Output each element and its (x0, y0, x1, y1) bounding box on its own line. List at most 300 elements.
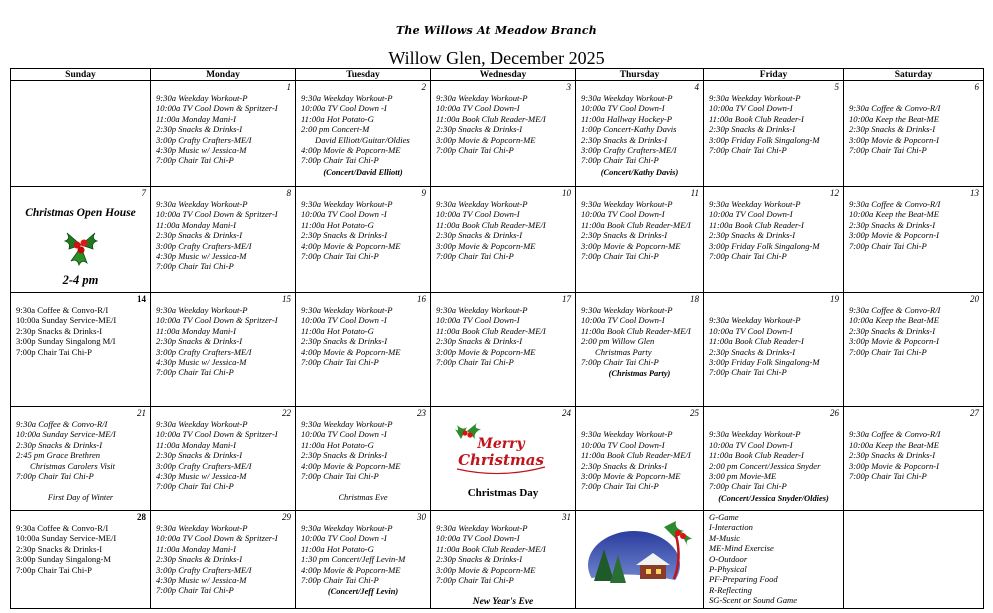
event-item: 3:00p Movie & Popcorn-ME (581, 471, 681, 482)
event-item: 2:30p Snacks & Drinks-I (849, 325, 936, 336)
week-row (11, 81, 984, 187)
event-item: 10:00a TV Cool Down-I (581, 209, 665, 220)
day-cell (431, 293, 576, 407)
event-item: 10:00a Keep the Beat-ME (849, 113, 939, 124)
weekday-sunday: Sunday (11, 69, 151, 81)
event-list (11, 407, 150, 481)
event-item: 11:00a Hot Potato-G (301, 439, 374, 450)
event-item: 7:00p Chair Tai Chi-P (849, 145, 927, 156)
day-cell (11, 81, 151, 187)
legend-item: P-Physical (709, 564, 747, 575)
event-list (431, 187, 575, 261)
day-cell (11, 187, 151, 293)
day-number: 12 (830, 188, 839, 198)
event-list (576, 407, 703, 492)
event-item: 10:00a Keep the Beat-ME (849, 439, 939, 450)
event-item: David Elliott/Guitar/Oldies (315, 134, 410, 145)
event-item: 10:00a TV Cool Down & Spritzer-I (156, 533, 278, 544)
event-list (431, 293, 575, 367)
event-item: 10:00a Sunday Service-ME/I (16, 429, 116, 440)
day-cell (11, 407, 151, 511)
event-note: (Christmas Party) (608, 369, 671, 379)
event-item: 2:30p Snacks & Drinks-I (436, 336, 523, 347)
legend-item: G-Game (709, 512, 739, 522)
event-item: 11:00a Book Club Reader-ME/I (581, 450, 691, 461)
svg-text:Merry: Merry (477, 436, 525, 452)
event-item: 9:30a Weekday Workout-P (436, 93, 528, 103)
merry-christmas-art (451, 421, 551, 477)
event-item: 9:30a Weekday Workout-P (709, 199, 801, 209)
page-title: Willow Glen, December 2025 (388, 48, 605, 68)
event-list (844, 81, 983, 155)
event-item: 2:30p Snacks & Drinks-I (581, 230, 668, 241)
weekday-header-row (11, 69, 984, 81)
event-item: 10:00a Sunday Service-ME/I (16, 315, 117, 326)
event-item: 7:00p Chair Tai Chi-P (16, 471, 94, 482)
event-item: 2:30p Snacks & Drinks-I (709, 346, 796, 357)
event-item: 7:00p Chair Tai Chi-P (581, 251, 659, 262)
open-house-title: Christmas Open House (25, 207, 136, 219)
day-cell (576, 293, 704, 407)
day-number: 8 (286, 188, 291, 198)
event-item: 7:00p Chair Tai Chi-P (436, 575, 514, 586)
holiday-label: Christmas Eve (338, 493, 388, 502)
day-cell (576, 187, 704, 293)
event-item: 10:00a TV Cool Down & Spritzer-I (156, 315, 278, 326)
event-list (844, 407, 983, 481)
event-list (296, 81, 430, 166)
event-item: 10:00a TV Cool Down-I (709, 439, 793, 450)
event-item: 2:30p Snacks & Drinks-I (156, 336, 243, 347)
day-number: 9 (421, 188, 426, 198)
event-item: 10:00a TV Cool Down-I (581, 315, 665, 326)
day-cell (296, 81, 431, 187)
event-item: 7:00p Chair Tai Chi-P (849, 240, 927, 251)
event-item: 9:30a Weekday Workout-P (156, 523, 248, 533)
event-item: 11:00a Book Club Reader-ME/I (436, 325, 546, 336)
event-item: 11:00a Book Club Reader-I (709, 450, 804, 461)
day-cell (844, 81, 984, 187)
day-number: 11 (690, 188, 699, 198)
event-item: 11:00a Hot Potato-G (301, 543, 374, 554)
day-cell (11, 293, 151, 407)
day-number: 2 (421, 82, 426, 92)
event-item: 9:30a Weekday Workout-P (156, 419, 248, 429)
event-item: 7:00p Chair Tai Chi-P (709, 251, 787, 262)
event-item: 7:00p Chair Tai Chi-P (16, 346, 92, 357)
activity-legend (704, 511, 843, 606)
event-list (704, 187, 843, 261)
event-item: 2:30p Snacks & Drinks-I (156, 230, 243, 241)
event-list (151, 407, 295, 492)
day-number: 20 (970, 294, 979, 304)
day-number: 24 (562, 408, 571, 418)
event-item: 11:00a Book Club Reader-I (709, 219, 804, 230)
day-cell (431, 81, 576, 187)
event-item: 3:00p Movie & Popcorn-I (849, 230, 939, 241)
event-item: 9:30a Coffee & Convo-R/I (849, 305, 941, 315)
event-list (11, 511, 150, 575)
event-item: 7:00p Chair Tai Chi-P (709, 481, 787, 492)
event-item: 11:00a Book Club Reader-ME/I (581, 219, 691, 230)
event-item: 7:00p Chair Tai Chi-P (156, 481, 234, 492)
event-item: 7:00p Chair Tai Chi-P (16, 564, 92, 575)
event-list (151, 187, 295, 272)
event-item: 7:00p Chair Tai Chi-P (436, 357, 514, 368)
event-item: 10:00a TV Cool Down-I (436, 533, 520, 544)
event-item: 11:00a Hallway Hockey-P (581, 113, 672, 124)
event-note: (Concert/Jeff Levin) (327, 587, 399, 597)
day-number: 13 (970, 188, 979, 198)
event-item: 3:00p Crafty Crafters-ME/I (581, 145, 677, 156)
event-item: 11:00a Book Club Reader-I (709, 113, 804, 124)
event-item: 7:00p Chair Tai Chi-P (581, 357, 659, 368)
event-item: 10:00a Keep the Beat-ME (849, 209, 939, 220)
event-item: 9:30a Weekday Workout-P (436, 305, 528, 315)
event-item: 11:00a Hot Potato-G (301, 219, 374, 230)
event-item: 3:00p Crafty Crafters-ME/I (156, 134, 252, 145)
day-cell (576, 407, 704, 511)
day-cell (704, 81, 844, 187)
event-item: 4:30p Music w/ Jessica-M (156, 357, 247, 368)
event-item: 7:00p Chair Tai Chi-P (849, 346, 927, 357)
event-item: 10:00a TV Cool Down-I (581, 103, 665, 114)
brand-title: The Willows At Meadow Branch (396, 24, 597, 37)
event-item: 9:30a Weekday Workout-P (709, 93, 801, 103)
event-item: 7:00p Chair Tai Chi-P (849, 471, 927, 482)
event-item: 11:00a Monday Mani-I (156, 219, 237, 230)
weekday-wednesday: Wednesday (431, 69, 576, 81)
event-item: 2:30p Snacks & Drinks-I (436, 554, 523, 565)
day-cell (704, 511, 844, 609)
event-item: 9:30a Weekday Workout-P (301, 419, 393, 429)
legend-item: O-Outdoor (709, 553, 748, 564)
event-item: 1:00p Concert-Kathy Davis (581, 124, 677, 135)
event-item: 9:30a Weekday Workout-P (709, 315, 801, 326)
event-item: 9:30a Coffee & Convo-R/I (849, 199, 941, 209)
event-item: 7:00p Chair Tai Chi-P (301, 251, 379, 262)
legend-item: R-Reflecting (709, 584, 752, 595)
weekday-friday: Friday (704, 69, 844, 81)
event-item (709, 305, 841, 315)
event-item: Christmas Party (595, 346, 652, 357)
event-list (431, 81, 575, 155)
event-item: 2:30p Snacks & Drinks-I (301, 230, 388, 241)
event-item: 2:30p Snacks & Drinks-I (709, 124, 796, 135)
event-item: 3:00p Movie & Popcorn-I (849, 336, 939, 347)
event-item: 10:00a TV Cool Down-I (709, 209, 793, 220)
event-item: 11:00a Book Club Reader-ME/I (581, 325, 691, 336)
christmas-day-label: Christmas Day (467, 487, 539, 499)
svg-text:Christmas: Christmas (458, 451, 544, 469)
holiday-label: New Year's Eve (472, 597, 534, 607)
day-number: 4 (694, 82, 699, 92)
day-cell (296, 511, 431, 609)
event-item: 9:30a Coffee & Convo-R/I (849, 429, 941, 440)
legend-item: ME-Mind Exercise (709, 543, 774, 554)
event-item (849, 419, 981, 429)
day-number: 10 (562, 188, 571, 198)
event-item: 10:00a TV Cool Down -I (301, 429, 387, 440)
event-item: 3:00p Movie & Popcorn-I (849, 134, 939, 145)
event-item: 2:30p Snacks & Drinks-I (156, 554, 243, 565)
event-list (576, 187, 703, 261)
event-item: 11:00a Book Club Reader-I (709, 336, 804, 347)
weekday-tuesday: Tuesday (296, 69, 431, 81)
event-item: 3:00p Crafty Crafters-ME/I (156, 564, 252, 575)
day-cell (704, 187, 844, 293)
day-cell (704, 407, 844, 511)
event-item: 10:00a TV Cool Down -I (301, 315, 387, 326)
day-number: 28 (137, 512, 146, 522)
event-item: 9:30a Coffee & Convo-R/I (849, 103, 941, 114)
day-number: 27 (970, 408, 979, 418)
event-item: 4:30p Music w/ Jessica-M (156, 251, 247, 262)
day-number: 18 (690, 294, 699, 304)
event-item: 9:30a Coffee & Convo-R/I (16, 305, 109, 315)
event-item: 2:30p Snacks & Drinks-I (156, 450, 243, 461)
event-item: 4:30p Music w/ Jessica-M (156, 471, 247, 482)
day-number: 30 (417, 512, 426, 522)
event-item: 7:00p Chair Tai Chi-P (301, 471, 379, 482)
event-list (431, 511, 575, 585)
event-item: 2:30p Snacks & Drinks-I (849, 219, 936, 230)
event-item: 7:00p Chair Tai Chi-P (709, 367, 787, 378)
event-item: 4:30p Music w/ Jessica-M (156, 575, 247, 586)
event-list (296, 407, 430, 481)
event-item: 11:00a Book Club Reader-ME/I (436, 219, 546, 230)
event-item: 7:00p Chair Tai Chi-P (156, 367, 234, 378)
event-list (576, 81, 703, 166)
event-item: 11:00a Monday Mani-I (156, 113, 237, 124)
week-row (11, 187, 984, 293)
event-item: 2:30p Snacks & Drinks-I (301, 336, 388, 347)
event-item: 4:30p Music w/ Jessica-M (156, 145, 247, 156)
event-list (844, 293, 983, 357)
event-item: 9:30a Weekday Workout-P (156, 199, 248, 209)
day-number: 6 (974, 82, 979, 92)
event-list (296, 293, 430, 367)
day-cell (576, 81, 704, 187)
day-number: 16 (417, 294, 426, 304)
day-cell (844, 187, 984, 293)
event-item: 3:00p Movie & Popcorn-ME (436, 564, 536, 575)
day-number: 14 (137, 294, 146, 304)
event-item: 9:30a Coffee & Convo-R/I (16, 419, 108, 429)
event-item: 3:00p Friday Folk Singalong-M (709, 240, 820, 251)
holly-icon (61, 225, 101, 267)
day-number: 25 (690, 408, 699, 418)
event-item: 9:30a Weekday Workout-P (581, 305, 673, 315)
event-item: 1:30 pm Concert/Jeff Levin-M (301, 554, 406, 565)
event-list (151, 81, 295, 166)
event-item: 2:00 pm Concert/Jessica Snyder (709, 460, 821, 471)
event-item: 10:00a TV Cool Down-I (581, 439, 665, 450)
event-item: 9:30a Weekday Workout-P (301, 93, 393, 103)
day-cell (704, 293, 844, 407)
event-item: 2:30p Snacks & Drinks-I (849, 450, 936, 461)
event-item: 2:30p Snacks & Drinks-I (581, 134, 668, 145)
day-number: 26 (830, 408, 839, 418)
event-list (151, 293, 295, 378)
event-item: 2:30p Snacks & Drinks-I (16, 543, 103, 554)
event-item: 7:00p Chair Tai Chi-P (301, 155, 379, 166)
event-item: 3:00p Sunday Singalong M/I (16, 336, 116, 347)
day-number: 17 (562, 294, 571, 304)
day-number: 5 (834, 82, 839, 92)
event-item: 9:30a Weekday Workout-P (581, 429, 673, 440)
week-row (11, 293, 984, 407)
event-item: 9:30a Weekday Workout-P (581, 199, 673, 209)
event-item: 9:30a Weekday Workout-P (301, 305, 393, 315)
day-number: 19 (830, 294, 839, 304)
winter-scene-image (584, 519, 696, 601)
holiday-label: First Day of Winter (47, 493, 114, 502)
event-list (704, 293, 843, 378)
event-item: 7:00p Chair Tai Chi-P (581, 155, 659, 166)
day-number: 23 (417, 408, 426, 418)
event-list (704, 81, 843, 155)
event-item: 10:00a TV Cool Down & Spritzer-I (156, 209, 278, 220)
event-item: 3:00p Friday Folk Singalong-M (709, 357, 820, 368)
day-cell (296, 187, 431, 293)
event-item: 3:00 pm Movie-ME (709, 471, 777, 482)
event-item: 3:00p Crafty Crafters-ME/I (156, 460, 252, 471)
event-item: 7:00p Chair Tai Chi-P (301, 575, 379, 586)
day-number: 22 (282, 408, 291, 418)
event-item: 10:00a Keep the Beat-ME (849, 315, 939, 326)
day-number: 21 (137, 408, 146, 418)
event-list (576, 293, 703, 367)
event-item: 7:00p Chair Tai Chi-P (709, 145, 787, 156)
event-item: 11:00a Hot Potato-G (301, 325, 374, 336)
event-item: 9:30a Weekday Workout-P (709, 429, 801, 440)
event-item: 2:30p Snacks & Drinks-I (436, 230, 523, 241)
event-item: 10:00a TV Cool Down -I (301, 533, 387, 544)
event-item: 7:00p Chair Tai Chi-P (436, 251, 514, 262)
event-item: 7:00p Chair Tai Chi-P (301, 357, 379, 368)
day-cell (844, 407, 984, 511)
event-item: 4:00p Movie & Popcorn-ME (301, 564, 401, 575)
event-item: 4:00p Movie & Popcorn-ME (301, 145, 401, 156)
event-item: 4:00p Movie & Popcorn-ME (301, 240, 401, 251)
day-number: 31 (562, 512, 571, 522)
event-item: 7:00p Chair Tai Chi-P (436, 145, 514, 156)
event-list (704, 407, 843, 492)
day-cell (11, 511, 151, 609)
event-item: 10:00a TV Cool Down-I (436, 315, 520, 326)
event-note: (Concert/Jessica Snyder/Oldies) (718, 493, 829, 503)
day-cell (296, 407, 431, 511)
day-cell (431, 407, 576, 511)
weekday-monday: Monday (151, 69, 296, 81)
event-item: 9:30a Coffee & Convo-R/I (16, 523, 109, 533)
event-item: 9:30a Weekday Workout-P (581, 93, 673, 103)
event-item: 10:00a TV Cool Down -I (301, 103, 387, 114)
event-item (709, 419, 841, 429)
day-cell (844, 293, 984, 407)
event-item: 2:00 pm Willow Glen (581, 336, 655, 347)
event-item: 11:00a Book Club Reader-ME/I (436, 543, 546, 554)
event-item: 10:00a TV Cool Down & Spritzer-I (156, 103, 278, 114)
event-item: 9:30a Weekday Workout-P (156, 93, 248, 103)
event-item: 10:00a TV Cool Down-I (436, 103, 520, 114)
day-cell (151, 81, 296, 187)
event-item: 3:00p Movie & Popcorn-ME (436, 240, 536, 251)
event-item: 3:00p Crafty Crafters-ME/I (156, 240, 252, 251)
day-cell (431, 511, 576, 609)
event-item (849, 93, 981, 103)
event-item: 9:30a Weekday Workout-P (436, 199, 528, 209)
day-cell (844, 511, 984, 609)
event-item: 2:30p Snacks & Drinks-I (849, 124, 936, 135)
event-item: 2:00 pm Concert-M (301, 124, 370, 135)
event-item: Christmas Carolers Visit (30, 460, 115, 471)
week-row (11, 407, 984, 511)
weekday-thursday: Thursday (576, 69, 704, 81)
event-list (296, 187, 430, 261)
event-item: 2:30p Snacks & Drinks-I (301, 450, 388, 461)
event-item: 3:00p Movie & Popcorn-ME (581, 240, 681, 251)
event-item: 11:00a Monday Mani-I (156, 439, 237, 450)
event-item: 9:30a Weekday Workout-P (301, 199, 393, 209)
weekday-saturday: Saturday (844, 69, 984, 81)
event-item: 4:00p Movie & Popcorn-ME (301, 346, 401, 357)
event-item: 3:00p Movie & Popcorn-I (849, 460, 939, 471)
day-number: 3 (566, 82, 571, 92)
event-item: 3:00p Sunday Singalong-M (16, 554, 112, 565)
event-item: 11:00a Hot Potato-G (301, 113, 374, 124)
day-cell (431, 187, 576, 293)
event-item: 3:00p Crafty Crafters-ME/I (156, 346, 252, 357)
day-number: 1 (286, 82, 291, 92)
legend-item: SG-Scent or Sound Game (709, 595, 798, 606)
day-cell (151, 293, 296, 407)
day-cell (151, 187, 296, 293)
day-cell (151, 407, 296, 511)
event-note: (Concert/Kathy Davis) (600, 167, 679, 177)
day-number: 29 (282, 512, 291, 522)
event-list (151, 511, 295, 596)
event-item: 9:30a Weekday Workout-P (156, 305, 248, 315)
event-item: 7:00p Chair Tai Chi-P (156, 585, 234, 596)
event-list (11, 293, 150, 357)
event-item: 2:30p Snacks & Drinks-I (709, 230, 796, 241)
event-item: 10:00a TV Cool Down & Spritzer-I (156, 429, 278, 440)
event-item: 7:00p Chair Tai Chi-P (156, 261, 234, 272)
event-list (296, 511, 430, 585)
event-item: 2:30p Snacks & Drinks-I (156, 124, 243, 135)
event-item: 7:00p Chair Tai Chi-P (156, 155, 234, 166)
legend-item: I-Interaction (709, 522, 753, 533)
calendar-grid (10, 68, 984, 609)
event-item: 10:00a TV Cool Down -I (301, 209, 387, 220)
event-item: 10:00a TV Cool Down-I (436, 209, 520, 220)
event-item: 2:45 pm Grace Brethren (16, 450, 101, 461)
event-item (581, 419, 701, 429)
event-note: (Concert/David Elliott) (323, 167, 403, 177)
legend-item: PF-Preparing Food (709, 574, 778, 585)
event-item: 9:30a Weekday Workout-P (436, 523, 528, 533)
event-list (844, 187, 983, 251)
event-item: 7:00p Chair Tai Chi-P (581, 481, 659, 492)
event-item: 3:00p Movie & Popcorn-ME (436, 134, 536, 145)
event-item: 3:00p Movie & Popcorn-ME (436, 346, 536, 357)
event-item: 2:30p Snacks & Drinks-I (16, 439, 103, 450)
event-item: 11:00a Monday Mani-I (156, 325, 237, 336)
week-row (11, 511, 984, 609)
event-item: 2:30p Snacks & Drinks-I (436, 124, 523, 135)
